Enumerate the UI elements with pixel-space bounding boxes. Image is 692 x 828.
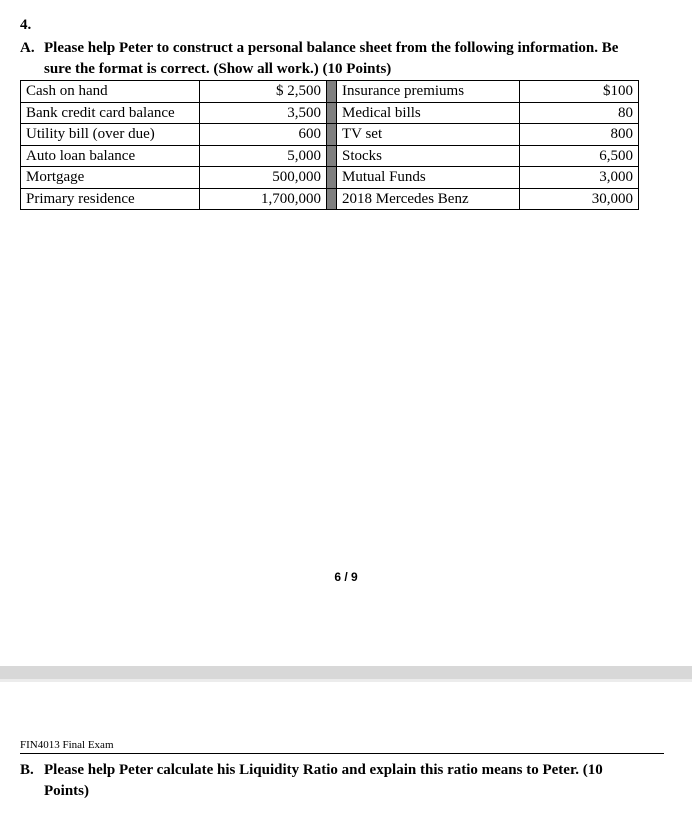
value-right: $100: [520, 81, 639, 103]
value-left: 5,000: [200, 145, 327, 167]
value-right: 80: [520, 102, 639, 124]
item-left: Utility bill (over due): [21, 124, 200, 146]
item-left: Cash on hand: [21, 81, 200, 103]
value-right: 30,000: [520, 188, 639, 210]
part-a-label: A.: [20, 40, 35, 56]
item-left: Auto loan balance: [21, 145, 200, 167]
page-indicator: 6 / 9: [334, 570, 358, 584]
pdf-page-7: [0, 682, 692, 828]
balance-info-table: [20, 80, 639, 210]
table-row: [21, 81, 639, 103]
header-rule: [20, 753, 664, 754]
item-right: TV set: [337, 124, 520, 146]
item-right: Stocks: [337, 145, 520, 167]
table-row: [21, 188, 639, 210]
table-row: [21, 167, 639, 189]
item-right: 2018 Mercedes Benz: [337, 188, 520, 210]
gray-separator: [327, 102, 337, 124]
gray-separator: [327, 81, 337, 103]
value-right: 3,000: [520, 167, 639, 189]
value-left: 1,700,000: [200, 188, 327, 210]
question-part-a: [20, 38, 670, 80]
table-row: [21, 124, 639, 146]
question-part-b: [20, 760, 670, 802]
item-right: Mutual Funds: [337, 167, 520, 189]
table-row: [21, 102, 639, 124]
page-header: FIN4013 Final Exam: [20, 739, 114, 751]
question-number: 4.: [20, 17, 32, 33]
part-a-line-2: sure the format is correct. (Show all work.) (10 Points): [44, 61, 392, 77]
gray-separator: [327, 167, 337, 189]
gray-separator: [327, 188, 337, 210]
value-left: $ 2,500: [200, 81, 327, 103]
value-left: 600: [200, 124, 327, 146]
table-row: [21, 145, 639, 167]
gray-separator: [327, 124, 337, 146]
item-left: Bank credit card balance: [21, 102, 200, 124]
item-left: Primary residence: [21, 188, 200, 210]
value-right: 6,500: [520, 145, 639, 167]
item-left: Mortgage: [21, 167, 200, 189]
value-right: 800: [520, 124, 639, 146]
part-b-line-2: Points): [44, 783, 89, 799]
part-a-line-1: Please help Peter to construct a personal balance sheet from the following information. Be: [44, 40, 619, 56]
part-b-line-1: Please help Peter calculate his Liquidity Ratio and explain this ratio means to Peter. (10: [44, 762, 603, 778]
part-b-label: B.: [20, 762, 34, 778]
value-left: 500,000: [200, 167, 327, 189]
item-right: Medical bills: [337, 102, 520, 124]
item-right: Insurance premiums: [337, 81, 520, 103]
page-divider: [0, 666, 692, 682]
value-left: 3,500: [200, 102, 327, 124]
gray-separator: [327, 145, 337, 167]
